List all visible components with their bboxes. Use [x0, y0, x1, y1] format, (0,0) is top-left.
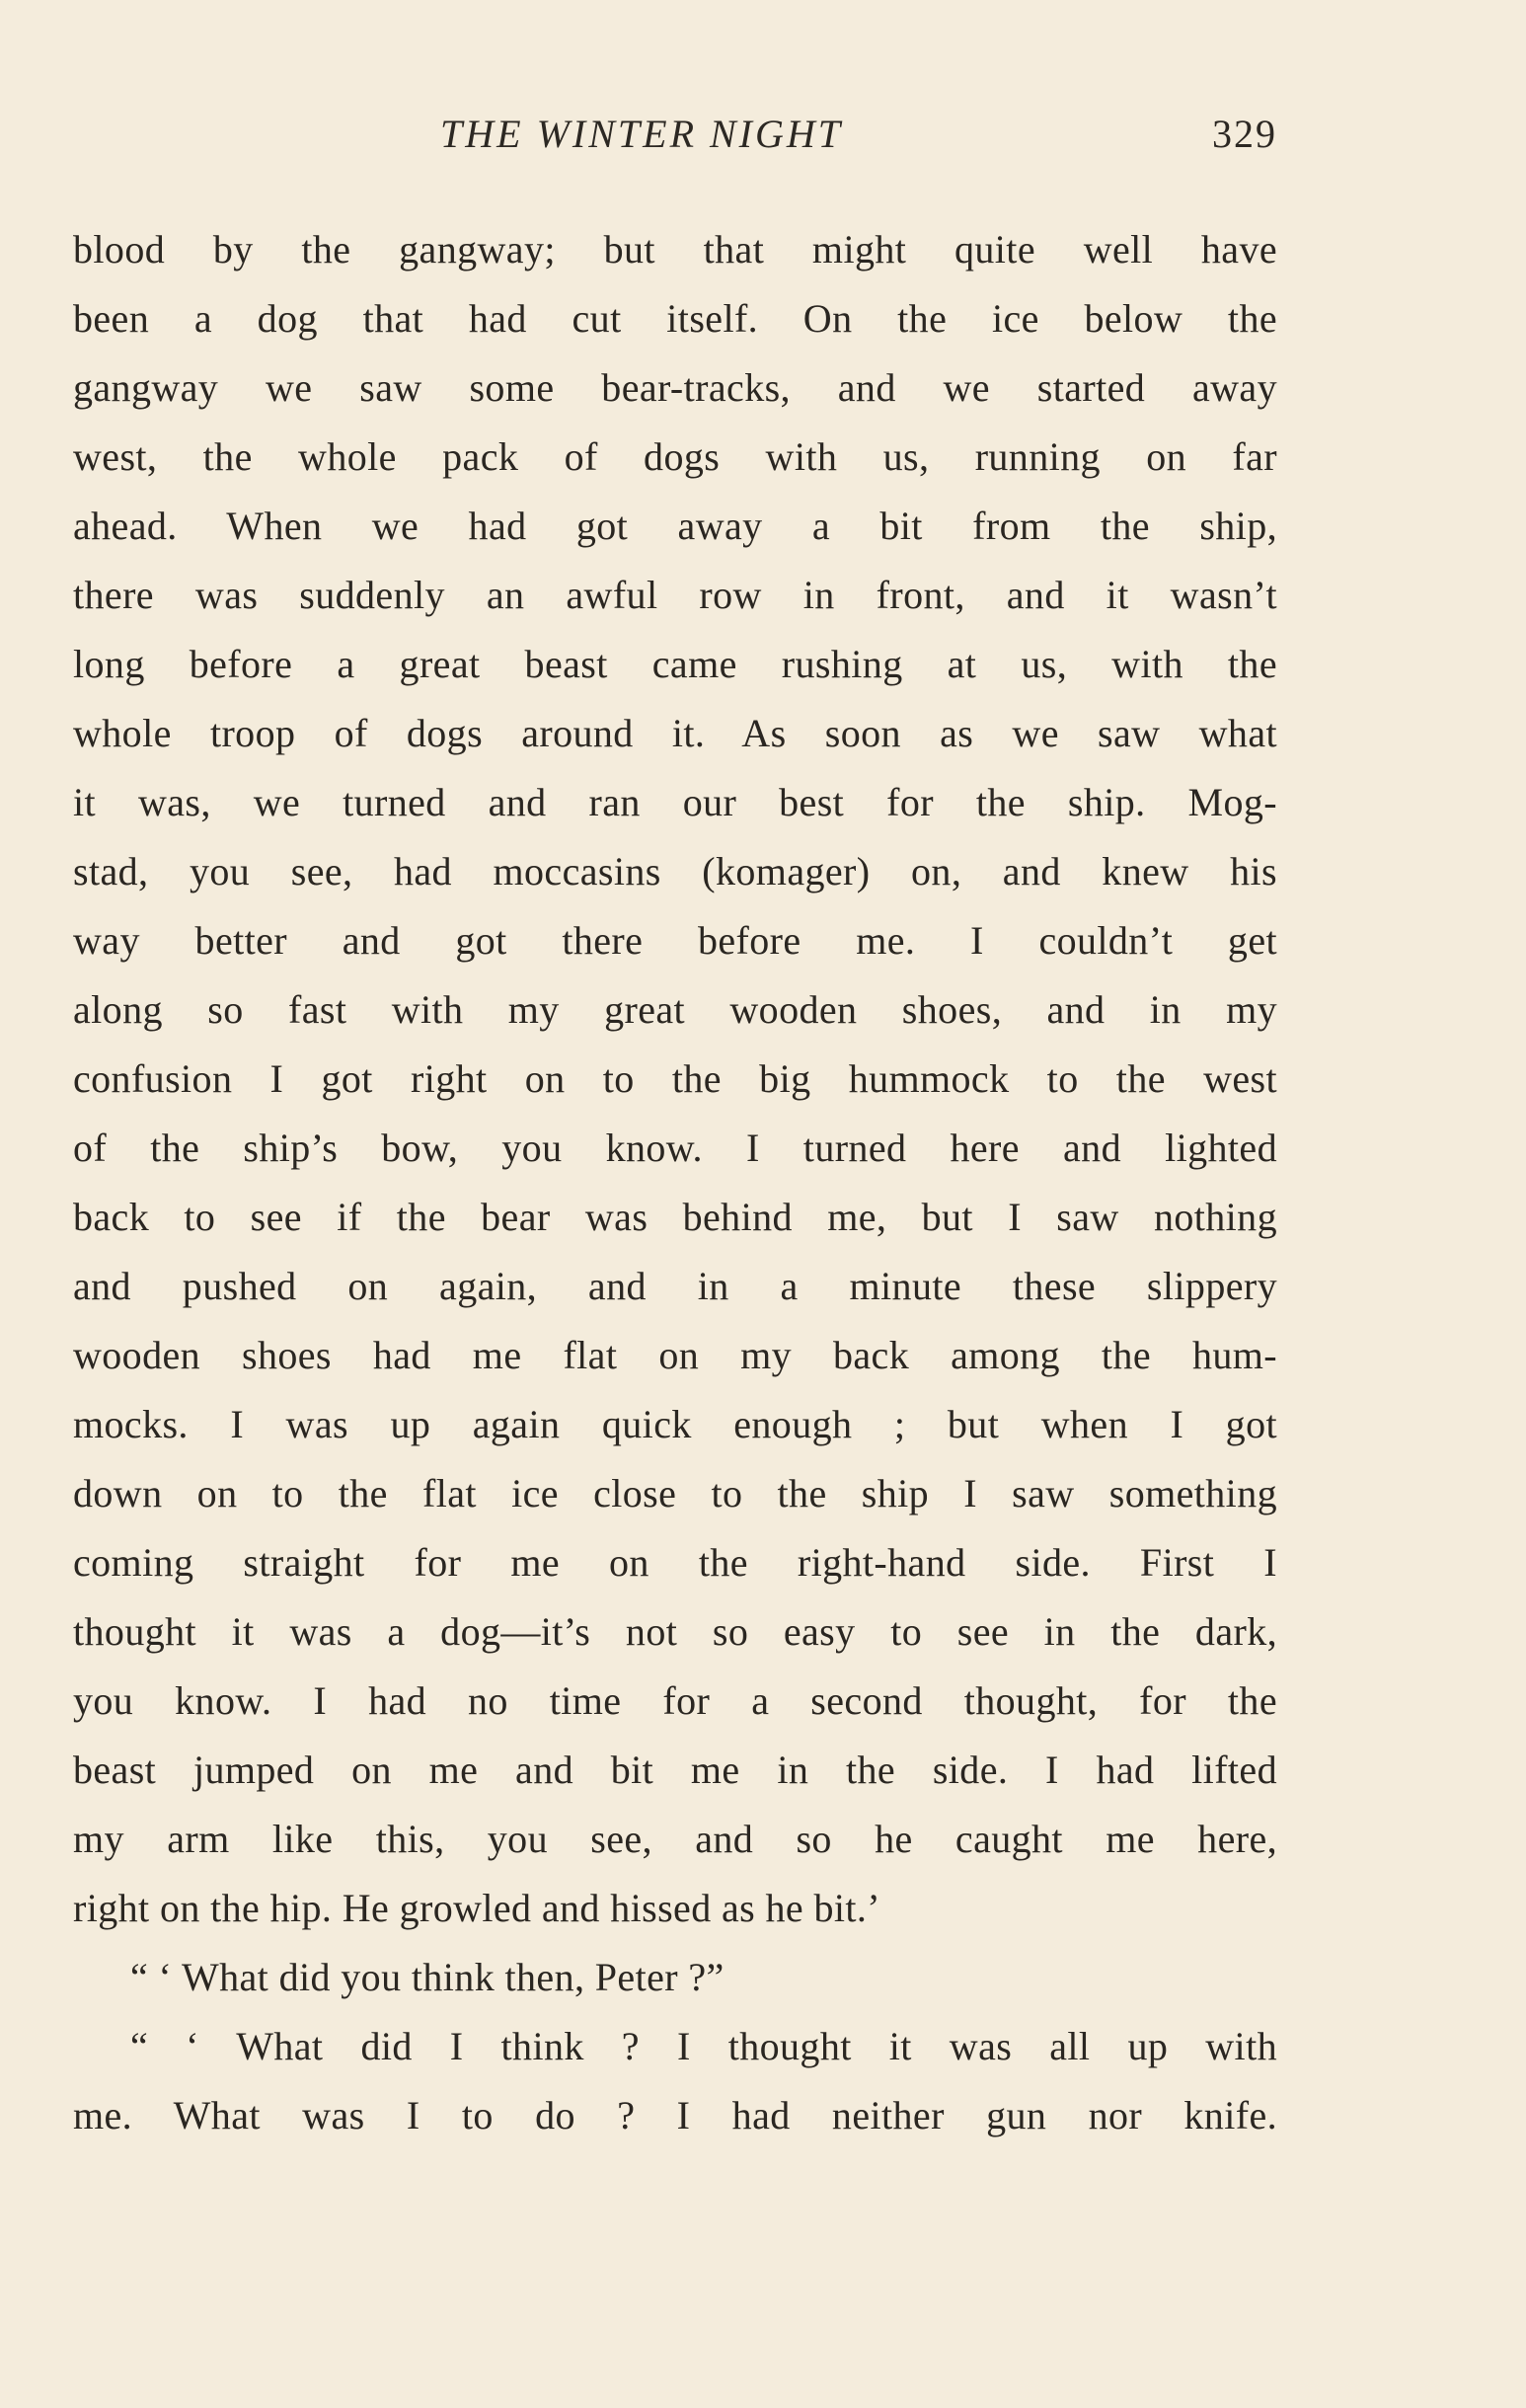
text-line: gangway we saw some bear-tracks, and we started away	[73, 365, 1277, 410]
text-line: been a dog that had cut itself. On the ice below the	[73, 296, 1277, 341]
text-line: beast jumped on me and bit me in the side. I had lifted	[73, 1748, 1277, 1792]
text-line: of the ship’s bow, you know. I turned here and lighted	[73, 1126, 1277, 1170]
text-line: mocks. I was up again quick enough ; but when I got	[73, 1402, 1277, 1446]
text-line: whole troop of dogs around it. As soon as we saw what	[73, 711, 1277, 755]
running-title: THE WINTER NIGHT	[440, 112, 844, 156]
text-line: confusion I got right on to the big hummock to the west	[73, 1056, 1277, 1101]
text-line: ahead. When we had got away a bit from the ship,	[73, 504, 1277, 548]
text-line: thought it was a dog—it’s not so easy to see in the dark,	[73, 1609, 1277, 1654]
text-line: it was, we turned and ran our best for the ship. Mog-	[73, 780, 1277, 824]
text-line: long before a great beast came rushing at us, with the	[73, 642, 1277, 686]
text-line: my arm like this, you see, and so he caught me here,	[73, 1817, 1277, 1861]
text-line: blood by the gangway; but that might quite well have	[73, 227, 1277, 272]
text-line: “ ‘ What did I think ? I thought it was all up with	[130, 2024, 1277, 2068]
page-number: 329	[1212, 112, 1277, 156]
text-line: west, the whole pack of dogs with us, running on far	[73, 434, 1277, 479]
text-line: way better and got there before me. I couldn’t get	[73, 918, 1277, 963]
text-line: along so fast with my great wooden shoes, and in my	[73, 987, 1277, 1032]
text-line: stad, you see, had moccasins (komager) on, and knew his	[73, 849, 1277, 893]
text-line: “ ‘ What did you think then, Peter ?”	[130, 1955, 725, 1999]
running-head	[73, 111, 1277, 170]
body-text	[73, 215, 1277, 2150]
text-line: wooden shoes had me flat on my back among the hum-	[73, 1333, 1277, 1377]
text-line: down on to the flat ice close to the ship I saw something	[73, 1471, 1277, 1515]
text-line: there was suddenly an awful row in front, and it wasn’t	[73, 573, 1277, 617]
text-line: back to see if the bear was behind me, but I saw nothing	[73, 1195, 1277, 1239]
text-line: right on the hip. He growled and hissed as he bit.’	[73, 1886, 881, 1930]
text-line: you know. I had no time for a second thought, for the	[73, 1678, 1277, 1723]
text-line: me. What was I to do ? I had neither gun nor knife.	[73, 2093, 1277, 2137]
text-line: and pushed on again, and in a minute these slippery	[73, 1264, 1277, 1308]
text-line: coming straight for me on the right-hand side. First I	[73, 1540, 1277, 1585]
